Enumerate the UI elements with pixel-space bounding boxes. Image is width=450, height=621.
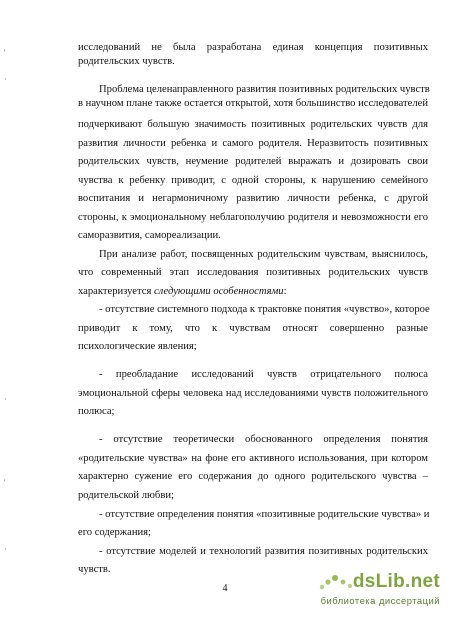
text-line: исследований не была разработана единая концепция позитивных bbox=[78, 42, 428, 53]
text-line: родительской любви; bbox=[78, 490, 174, 501]
para2-line3 bbox=[78, 285, 428, 298]
para2-line3-prefix: характеризуется bbox=[78, 286, 154, 297]
margin-tick: · bbox=[4, 75, 7, 84]
para2-line3-emphasis: следующими особенностями bbox=[153, 286, 284, 297]
text-line: - отсутствие системного подхода к трактовке понятия «чувство», которое bbox=[99, 304, 430, 315]
margin-tick: ' bbox=[4, 48, 6, 57]
text-line: воспитания и негармоничному развитию личности ребенка, с другой bbox=[78, 193, 428, 204]
text-line: в научном плане также остается открытой, хотя большинство исследователей bbox=[78, 98, 428, 109]
text-line: чувства к ребенку приводит, с одной стороны, к нарушению семейного bbox=[78, 175, 428, 186]
para2-line3-suffix: : bbox=[283, 286, 287, 297]
text-line: - отсутствие теоретически обоснованного определения понятия bbox=[99, 434, 428, 445]
margin-tick: · bbox=[4, 545, 7, 554]
text-line: подчеркивают большую значимость позитивных родительских чувств для bbox=[78, 119, 428, 130]
text-line: - отсутствие моделей и технологий развития позитивных родительских bbox=[99, 546, 428, 557]
margin-tick: ' bbox=[4, 478, 6, 487]
watermark-subtitle: библиотека диссертаций bbox=[320, 595, 440, 606]
text-line: характерно сужение его содержания до одного родительского чувства – bbox=[78, 471, 428, 482]
para2-line2: что современный этап исследования позитивных родительских чувств bbox=[78, 267, 428, 278]
text-line: «родительские чувства» на фоне его активного использования, при котором bbox=[78, 453, 428, 464]
text-line: стороны, к эмоциональному неблагополучию родителя и невозможности его bbox=[78, 212, 428, 223]
text-line: родительских чувств, неумение родителей выражать и дозировать свои bbox=[78, 156, 428, 167]
text-line: - преобладание исследований чувств отрицательного полюса bbox=[99, 369, 428, 380]
text-line: развития личности ребенка и самого родителя. Неразвитость позитивных bbox=[78, 138, 428, 149]
text-line: родительских чувств. bbox=[78, 56, 175, 67]
text-line: полюса; bbox=[78, 406, 115, 417]
watermark-title: dsLib.net bbox=[352, 571, 440, 592]
margin-tick: · bbox=[4, 395, 7, 404]
text-line: его содержания; bbox=[78, 527, 151, 538]
text-line: Проблема целенаправленного развития позитивных родительских чувств bbox=[99, 84, 430, 95]
text-line: чувств. bbox=[78, 564, 111, 575]
text-line: саморазвития, самореализации. bbox=[78, 230, 221, 241]
watermark-logo[interactable] bbox=[310, 571, 440, 616]
para2-line1: При анализе работ, посвященных родительским чувствам, выяснилось, bbox=[99, 249, 428, 260]
page-number: 4 bbox=[222, 583, 228, 594]
text-line: эмоциональной сферы человека над исследованиями чувств положительного bbox=[78, 388, 428, 399]
text-line: приводит к тому, что к чувствам относят совершенно разные bbox=[78, 323, 428, 334]
text-line: - отсутствие определения понятия «позитивные родительские чувства» и bbox=[99, 509, 430, 520]
text-line: психологические явления; bbox=[78, 341, 197, 352]
